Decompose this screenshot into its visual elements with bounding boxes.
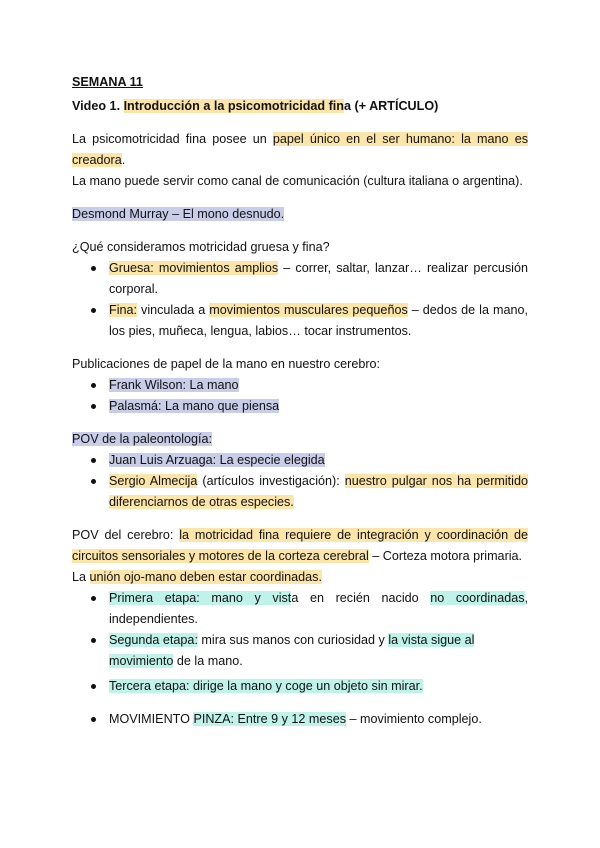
publicaciones-list bbox=[72, 375, 528, 417]
highlight-fina: Fina: bbox=[109, 303, 137, 317]
list-item-etapa-2 bbox=[72, 630, 528, 672]
video-title bbox=[72, 96, 528, 117]
gruesa-text: – correr, saltar, lanzar… realizar percusión corporal. bbox=[109, 261, 528, 296]
video-suffix: (+ ARTÍCULO) bbox=[351, 99, 439, 113]
union-line bbox=[72, 567, 528, 588]
paragraph-comunicacion: La mano puede servir como canal de comunicación (cultura italiana o argentina). bbox=[72, 174, 523, 188]
movimiento-text-end: – movimiento complejo. bbox=[346, 712, 482, 726]
highlight-movimientos: movimientos musculares pequeños bbox=[209, 303, 408, 317]
document-body bbox=[72, 72, 528, 730]
highlight-gruesa: Gruesa: movimientos amplios bbox=[109, 261, 279, 275]
movimiento-list bbox=[72, 709, 528, 730]
list-item bbox=[72, 396, 528, 417]
highlight-pov-paleo: POV de la paleontología: bbox=[72, 432, 213, 446]
highlight-mano-creadora: papel único en el ser humano: la mano es creadora bbox=[72, 132, 528, 167]
week-heading: SEMANA 11 bbox=[72, 75, 143, 89]
movimiento-text: MOVIMIENTO bbox=[109, 712, 194, 726]
highlight-segunda-etapa: Segunda etapa: bbox=[109, 633, 198, 647]
fina-text-end: – dedos de la mano, los pies, muñeca, lengua, labios… tocar instrumentos. bbox=[109, 303, 528, 338]
highlight-no-coordinadas: no coordinadas bbox=[430, 591, 525, 605]
paragraph-psicomotricidad bbox=[72, 129, 528, 171]
union-text: La bbox=[72, 570, 90, 584]
highlight-tercera-etapa: Tercera etapa: dirige la mano y coge un objeto sin mirar. bbox=[109, 679, 423, 693]
etapa2-text-end: de la mano. bbox=[173, 654, 243, 668]
motricidad-list bbox=[72, 258, 528, 342]
highlight-primera-etapa: Primera etapa: mano y vist bbox=[109, 591, 292, 605]
highlight-almecija: Sergio Almecija bbox=[109, 474, 198, 488]
paleontologia-list bbox=[72, 450, 528, 513]
fina-text: vinculada a bbox=[137, 303, 210, 317]
list-item bbox=[72, 375, 528, 396]
list-item-almecija bbox=[72, 471, 528, 513]
question-line: ¿Qué consideramos motricidad gruesa y fina? bbox=[72, 240, 330, 254]
etapa2-text: mira sus manos con curiosidad y bbox=[197, 633, 389, 647]
highlight-wilson: Frank Wilson: La mano bbox=[109, 378, 239, 392]
highlight-pulgar: nuestro pulgar nos ha permitido diferenciarnos de otras especies. bbox=[109, 474, 528, 509]
highlight-arzuaga: Juan Luis Arzuaga: La especie elegida bbox=[109, 453, 325, 467]
highlight-vista: la vista sigue al movimiento bbox=[109, 633, 475, 668]
pov-cerebro-text: POV del cerebro: bbox=[72, 528, 180, 542]
highlight-desmond: Desmond Murray – El mono desnudo. bbox=[72, 207, 285, 221]
highlight-pinza: PINZA: Entre 9 y 12 meses bbox=[193, 712, 347, 726]
video-prefix: Video 1. bbox=[72, 99, 124, 113]
highlight-palasma: Palasmá: La mano que piensa bbox=[109, 399, 280, 413]
pov-cerebro-paragraph bbox=[72, 525, 528, 567]
etapa1-text: a en recién nacido bbox=[291, 591, 431, 605]
pov-paleontologia-line bbox=[72, 429, 528, 450]
etapas-list bbox=[72, 588, 528, 697]
highlight-union: unión ojo-mano deben estar coordinadas. bbox=[89, 570, 322, 584]
video-topic-highlight: Introducción a la psicomotricidad fin bbox=[123, 99, 344, 113]
paragraph-end: . bbox=[121, 153, 126, 167]
list-item-fina bbox=[72, 300, 528, 342]
list-item-arzuaga bbox=[72, 450, 528, 471]
list-item-movimiento bbox=[72, 709, 528, 730]
paragraph-text: La psicomotricidad fina posee un bbox=[72, 132, 273, 146]
list-item-gruesa bbox=[72, 258, 528, 300]
list-item-etapa-1 bbox=[72, 588, 528, 630]
pov-cerebro-end: – Corteza motora primaria. bbox=[368, 549, 523, 563]
etapa1-text-end: , independientes. bbox=[109, 591, 528, 626]
list-item-etapa-3 bbox=[72, 676, 528, 697]
desmond-line bbox=[72, 204, 528, 225]
video-topic-tail: a bbox=[343, 99, 351, 113]
highlight-cerebro: la motricidad fina requiere de integración y coordinación de circuitos sensoriales y motores de la corteza cerebral bbox=[72, 528, 528, 563]
almecija-text: (artículos investigación): bbox=[197, 474, 345, 488]
publicaciones-line: Publicaciones de papel de la mano en nuestro cerebro: bbox=[72, 357, 381, 371]
